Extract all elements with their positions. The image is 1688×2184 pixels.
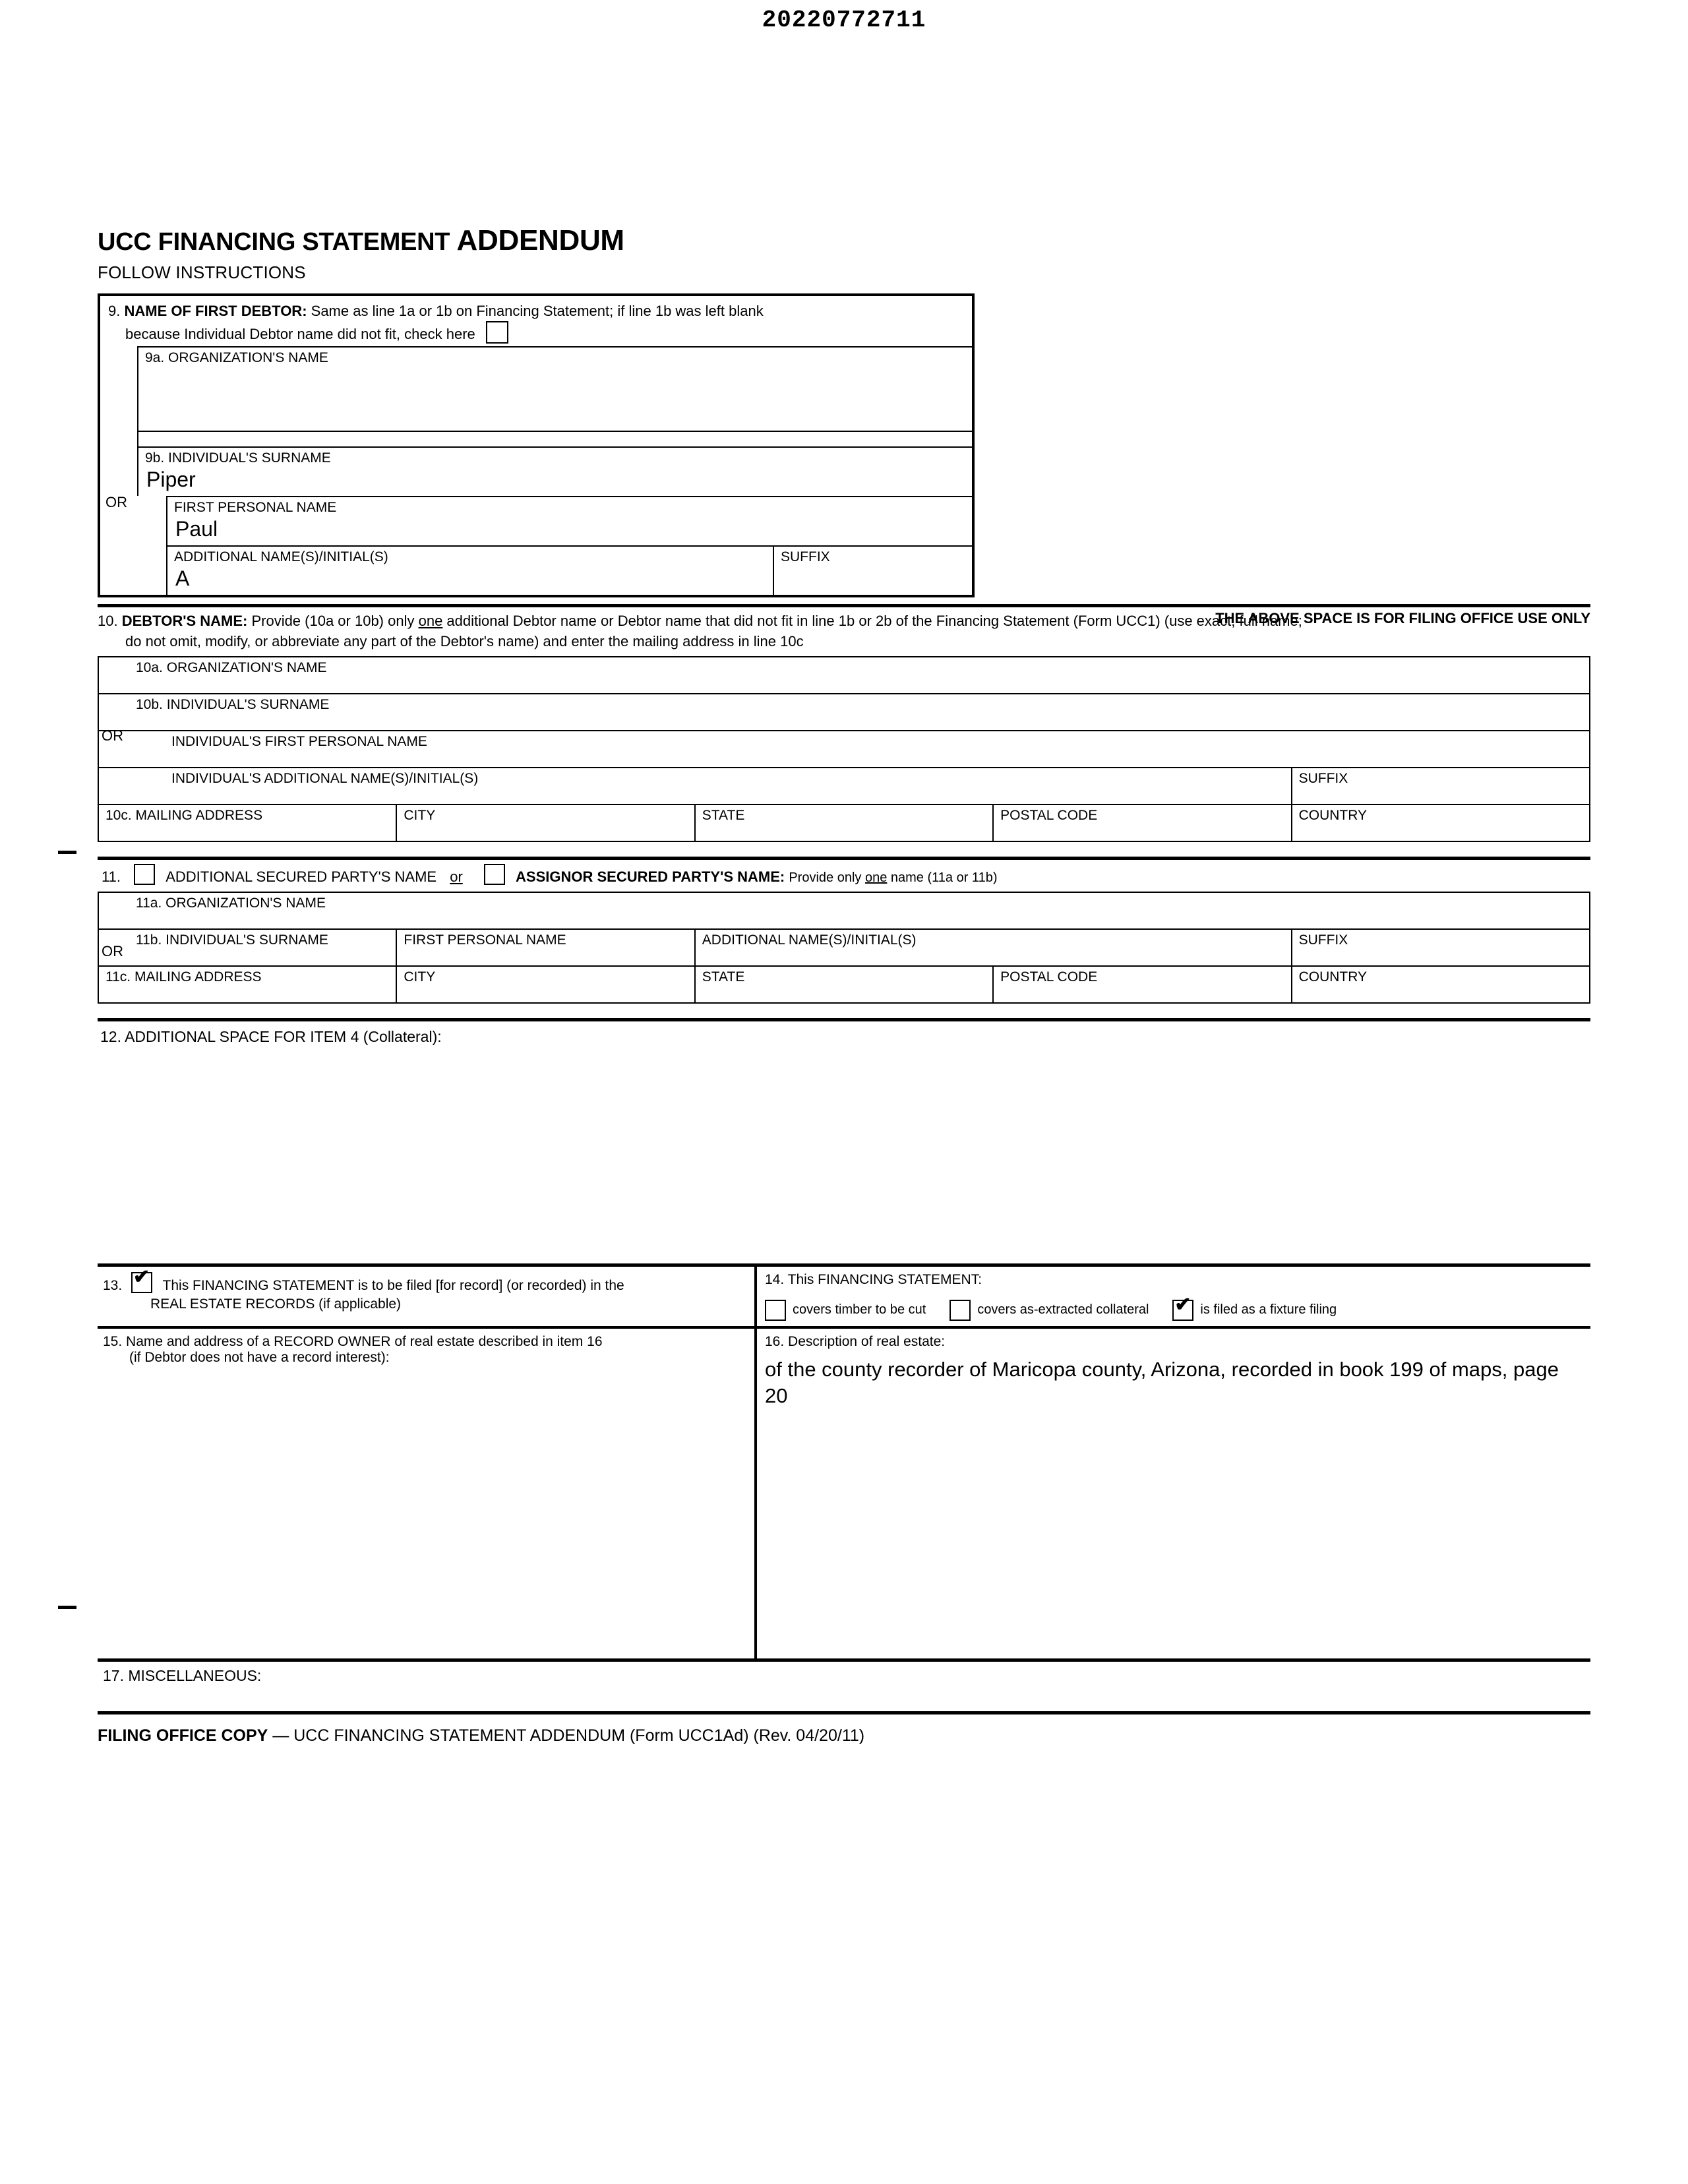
item17-label: 17. MISCELLANEOUS:: [103, 1666, 262, 1684]
item9-additional-value[interactable]: A: [175, 566, 190, 591]
item11c-city-cell[interactable]: [396, 966, 694, 1003]
item10-additional-label: INDIVIDUAL'S ADDITIONAL NAME(S)/INITIAL(S): [171, 770, 479, 786]
item11c-city-label: CITY: [404, 969, 436, 985]
item11b-suffix-label: SUFFIX: [1298, 932, 1348, 948]
item10c-postal-label: POSTAL CODE: [1000, 807, 1098, 823]
item9b-surname-label: 9b. INDIVIDUAL'S SURNAME: [145, 450, 331, 466]
item11c-state-cell[interactable]: [695, 966, 993, 1003]
item9-instruction-1: Same as line 1a or 1b on Financing Statement; if line 1b was left blank: [311, 303, 764, 319]
item11b-first-cell[interactable]: [396, 929, 694, 966]
item11b-suffix-cell[interactable]: [1292, 929, 1590, 966]
footer-bold: FILING OFFICE COPY: [98, 1726, 268, 1745]
item9-first-name-row: [166, 496, 972, 545]
form-title-emph: ADDENDUM: [456, 224, 624, 257]
filing-office-note: THE ABOVE SPACE IS FOR FILING OFFICE USE ONLY: [1215, 610, 1590, 626]
item10-first-label: INDIVIDUAL'S FIRST PERSONAL NAME: [171, 733, 427, 749]
item11c-country-label: COUNTRY: [1298, 969, 1368, 985]
item11c-state-label: STATE: [702, 969, 745, 985]
item11c-postal-label: POSTAL CODE: [1000, 969, 1098, 985]
item10c-country-label: COUNTRY: [1298, 807, 1368, 823]
item10c-city-cell[interactable]: [396, 804, 694, 841]
document-number: 20220772711: [762, 7, 926, 34]
item9-label: NAME OF FIRST DEBTOR:: [124, 303, 307, 319]
item10b-surname-cell[interactable]: [98, 694, 1590, 731]
item14-options: [765, 1300, 1584, 1321]
item9-or-label: OR: [106, 494, 127, 510]
item11a-row: [98, 892, 1590, 929]
item9-additional-label: ADDITIONAL NAME(S)/INITIAL(S): [174, 549, 388, 565]
item10-instruction-2: do not omit, modify, or abbreviate any part of the Debtor's name) and enter the mailing address in line 10c: [125, 633, 804, 650]
item10b-row: [98, 694, 1590, 731]
item14-label: 14. This FINANCING STATEMENT:: [765, 1271, 982, 1287]
item13-text-line2: REAL ESTATE RECORDS (if applicable): [150, 1296, 402, 1312]
item16-value: of the county recorder of Maricopa county, Arizona, recorded in book 199 of maps, page 20: [765, 1357, 1559, 1408]
item16-label: 16. Description of real estate:: [765, 1333, 946, 1349]
item17-bottom-rule: [98, 1711, 1590, 1714]
item11-header: [98, 860, 1590, 892]
item16-cell[interactable]: [757, 1329, 1590, 1658]
item14-as-extracted-checkbox[interactable]: [950, 1300, 971, 1321]
item9-number: 9.: [108, 303, 121, 319]
item10-additional-cell[interactable]: [98, 768, 1292, 804]
item9-first-name-label: FIRST PERSONAL NAME: [174, 500, 337, 516]
item13-text: [103, 1272, 748, 1314]
item14-timber-label: covers timber to be cut: [793, 1302, 926, 1318]
item9-first-name-value[interactable]: Paul: [175, 517, 218, 541]
item10-first-row: [98, 731, 1590, 768]
item10c-city-label: CITY: [404, 807, 436, 823]
item11a-org-label: 11a. ORGANIZATION'S NAME: [136, 895, 326, 911]
item11-number: 11.: [102, 868, 121, 885]
item14-fixture-filing-checkbox[interactable]: [1172, 1300, 1193, 1321]
item11-assignor-checkbox[interactable]: [484, 864, 505, 885]
item10a-row: [98, 657, 1590, 694]
margin-dash-top: [58, 851, 76, 854]
item15-label-line2: (if Debtor does not have a record interest):: [129, 1349, 390, 1365]
form-sheet: [98, 224, 1590, 1745]
item10-first-cell[interactable]: [98, 731, 1590, 768]
item10-suffix-cell[interactable]: [1292, 768, 1590, 804]
item9-suffix-value[interactable]: [774, 565, 972, 593]
item10c-country-cell[interactable]: [1292, 804, 1590, 841]
item11c-mailing-cell[interactable]: [98, 966, 396, 1003]
item11b-surname-label: 11b. INDIVIDUAL'S SURNAME: [136, 932, 328, 948]
item10-instruction-1u: one: [418, 613, 443, 630]
item10c-mailing-cell[interactable]: [98, 804, 396, 841]
item10c-state-label: STATE: [702, 807, 745, 823]
item11c-mailing-label: 11c. MAILING ADDRESS: [106, 969, 262, 985]
item13-cell: [98, 1267, 757, 1326]
item10-additional-row: [98, 768, 1590, 804]
form-subtitle: FOLLOW INSTRUCTIONS: [98, 262, 306, 282]
item14-cell: [757, 1267, 1590, 1326]
item9-suffix-label: SUFFIX: [781, 549, 830, 565]
item11c-postal-cell[interactable]: [993, 966, 1291, 1003]
item13-text-line1: This FINANCING STATEMENT is to be filed [for record] (or recorded) in the: [162, 1277, 624, 1293]
item9b-surname-value[interactable]: Piper: [146, 468, 196, 492]
item11-section: [98, 860, 1590, 1004]
item10a-org-label: 10a. ORGANIZATION'S NAME: [136, 659, 327, 675]
item17-value[interactable]: [98, 1685, 1590, 1711]
item11-table: [98, 892, 1590, 1004]
item11-additional-secured-checkbox[interactable]: [134, 864, 155, 885]
item10-or-label: OR: [102, 727, 123, 744]
item10c-postal-cell[interactable]: [993, 804, 1291, 841]
item10c-mailing-label: 10c. MAILING ADDRESS: [106, 807, 263, 823]
item9-did-not-fit-checkbox[interactable]: [486, 321, 508, 344]
footer-rest: — UCC FINANCING STATEMENT ADDENDUM (Form UCC1Ad) (Rev. 04/20/11): [268, 1726, 865, 1745]
item11-additional-secured-label: ADDITIONAL SECURED PARTY'S NAME: [166, 868, 437, 885]
item11-or-label: OR: [102, 942, 123, 959]
form-footer: [98, 1726, 1590, 1745]
item15-16-row: [98, 1326, 1590, 1658]
item9a-org-row: [137, 346, 972, 431]
item11c-country-cell[interactable]: [1292, 966, 1590, 1003]
item10-suffix-label: SUFFIX: [1298, 770, 1348, 786]
item11b-row: [98, 929, 1590, 966]
item14-fixture-filing-label: is filed as a fixture filing: [1200, 1302, 1337, 1318]
item11b-additional-cell[interactable]: [695, 929, 1292, 966]
item10-number: 10.: [98, 613, 118, 630]
item11-provide-b: name (11a or 11b): [887, 870, 998, 885]
item10-header: [98, 607, 1590, 656]
item11-provide-a: Provide only: [789, 870, 865, 885]
item15-label-line1: 15. Name and address of a RECORD OWNER of real estate described in item 16: [103, 1333, 603, 1349]
item11-provide-u: one: [864, 870, 888, 885]
item9a-org-label: 9a. ORGANIZATION'S NAME: [145, 350, 328, 366]
item9a-org-row-filler: [137, 431, 972, 446]
item12-value[interactable]: [98, 1046, 1590, 1263]
item11b-surname-cell[interactable]: [98, 929, 396, 966]
form-title-main: UCC FINANCING STATEMENT: [98, 228, 450, 256]
item15-cell[interactable]: [98, 1329, 757, 1658]
item10c-state-cell[interactable]: [695, 804, 993, 841]
item11a-org-cell[interactable]: [98, 892, 1590, 929]
item11-or-word: or: [450, 868, 463, 885]
item9-additional-row: [166, 545, 972, 595]
margin-dash-bottom: [58, 1606, 76, 1609]
item10-table: [98, 656, 1590, 842]
item13-14-row: [98, 1267, 1590, 1326]
item11-assignor-label: ASSIGNOR SECURED PARTY'S NAME:: [516, 868, 785, 885]
item12-label: 12. ADDITIONAL SPACE FOR ITEM 4 (Collateral):: [100, 1027, 442, 1045]
item9-box: [98, 293, 975, 597]
item14-timber-checkbox[interactable]: [765, 1300, 786, 1321]
form-title: [98, 224, 1590, 257]
item10b-surname-label: 10b. INDIVIDUAL'S SURNAME: [136, 696, 330, 712]
item10-instruction-1a: Provide (10a or 10b) only: [251, 613, 419, 630]
item9-header: [100, 296, 972, 346]
item11b-first-label: FIRST PERSONAL NAME: [404, 932, 566, 948]
item13-number: 13.: [103, 1277, 123, 1293]
item14-as-extracted-label: covers as-extracted collateral: [977, 1302, 1149, 1318]
item9b-surname-row: [137, 446, 972, 496]
item13-real-estate-records-checkbox[interactable]: [131, 1272, 152, 1293]
item10-section: [98, 607, 1590, 842]
item11b-additional-label: ADDITIONAL NAME(S)/INITIAL(S): [702, 932, 917, 948]
item9a-org-value[interactable]: [138, 366, 972, 431]
item10-instruction-1b: additional Debtor name or Debtor name that did not fit in line 1b or 2b of the Financing Statement (Form UCC1) (use exact, full name;: [442, 613, 1302, 630]
item9-instruction-2: because Individual Debtor name did not fit, check here: [125, 325, 475, 342]
item11c-row: [98, 966, 1590, 1003]
item10a-org-cell[interactable]: [98, 657, 1590, 694]
item10-label: DEBTOR'S NAME:: [121, 613, 248, 630]
item10c-row: [98, 804, 1590, 841]
